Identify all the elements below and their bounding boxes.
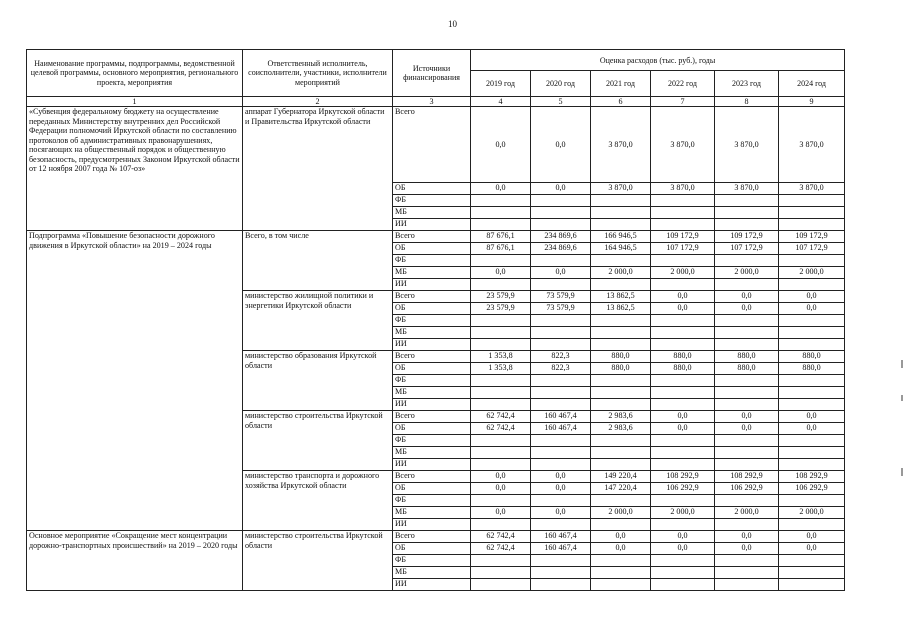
value-cell	[779, 255, 845, 267]
executor-cell: Всего, в том числе	[243, 231, 393, 291]
value-cell: 0,0	[531, 183, 591, 195]
value-cell	[471, 495, 531, 507]
source-cell: ОБ	[393, 363, 471, 375]
value-cell	[591, 315, 651, 327]
value-cell: 13 862,5	[591, 303, 651, 315]
value-cell	[591, 195, 651, 207]
value-cell: 62 742,4	[471, 411, 531, 423]
value-cell: 880,0	[591, 363, 651, 375]
value-cell	[779, 555, 845, 567]
value-cell: 880,0	[651, 351, 715, 363]
value-cell	[651, 279, 715, 291]
source-cell: ФБ	[393, 495, 471, 507]
value-cell: 62 742,4	[471, 543, 531, 555]
value-cell	[591, 567, 651, 579]
value-cell	[531, 375, 591, 387]
value-cell: 0,0	[715, 291, 779, 303]
column-number: 7	[651, 97, 715, 107]
header-executor: Ответственный исполнитель, соисполнители, участники, исполнители мероприятий	[243, 50, 393, 97]
value-cell	[715, 387, 779, 399]
value-cell	[779, 459, 845, 471]
column-numbers-row	[27, 97, 845, 107]
source-cell: Всего	[393, 291, 471, 303]
value-cell	[715, 579, 779, 591]
value-cell	[779, 579, 845, 591]
column-number: 5	[531, 97, 591, 107]
value-cell: 0,0	[779, 291, 845, 303]
value-cell: 108 292,9	[779, 471, 845, 483]
value-cell: 0,0	[651, 411, 715, 423]
value-cell	[779, 447, 845, 459]
value-cell: 109 172,9	[651, 231, 715, 243]
value-cell	[591, 339, 651, 351]
scan-mark	[901, 360, 903, 368]
value-cell	[531, 579, 591, 591]
value-cell: 822,3	[531, 363, 591, 375]
value-cell: 160 467,4	[531, 531, 591, 543]
value-cell	[715, 219, 779, 231]
value-cell	[591, 207, 651, 219]
value-cell	[591, 279, 651, 291]
value-cell	[471, 399, 531, 411]
value-cell	[651, 579, 715, 591]
value-cell: 109 172,9	[715, 231, 779, 243]
value-cell	[591, 435, 651, 447]
source-cell: МБ	[393, 507, 471, 519]
value-cell: 2 000,0	[715, 507, 779, 519]
value-cell	[531, 447, 591, 459]
source-cell: МБ	[393, 447, 471, 459]
value-cell	[779, 207, 845, 219]
value-cell	[531, 207, 591, 219]
column-number: 2	[243, 97, 393, 107]
source-cell: ФБ	[393, 375, 471, 387]
value-cell	[471, 375, 531, 387]
header-year: 2019 год	[471, 71, 531, 97]
block3-name: Основное мероприятие «Сокращение мест концентрации дорожно-транспортных происшествий» на 2019 – 2020 годы	[27, 531, 243, 591]
value-cell: 0,0	[531, 107, 591, 183]
value-cell: 0,0	[471, 507, 531, 519]
value-cell	[471, 459, 531, 471]
value-cell	[591, 375, 651, 387]
value-cell: 2 000,0	[651, 267, 715, 279]
source-cell: Всего	[393, 531, 471, 543]
source-cell: ИИ	[393, 459, 471, 471]
value-cell	[471, 519, 531, 531]
executor-cell: министерство строительства Иркутской области	[243, 411, 393, 471]
value-cell: 149 220,4	[591, 471, 651, 483]
value-cell	[651, 519, 715, 531]
value-cell: 2 000,0	[779, 267, 845, 279]
source-cell: МБ	[393, 327, 471, 339]
value-cell	[591, 459, 651, 471]
value-cell	[651, 447, 715, 459]
value-cell: 0,0	[531, 507, 591, 519]
value-cell	[779, 279, 845, 291]
value-cell: 880,0	[591, 351, 651, 363]
source-cell: ФБ	[393, 195, 471, 207]
value-cell: 87 676,1	[471, 243, 531, 255]
value-cell	[715, 195, 779, 207]
value-cell: 87 676,1	[471, 231, 531, 243]
source-cell: ИИ	[393, 339, 471, 351]
value-cell: 0,0	[779, 303, 845, 315]
value-cell: 13 862,5	[591, 291, 651, 303]
value-cell	[651, 255, 715, 267]
value-cell	[531, 519, 591, 531]
table-row	[27, 231, 845, 243]
value-cell	[531, 459, 591, 471]
value-cell: 62 742,4	[471, 531, 531, 543]
value-cell: 2 000,0	[591, 507, 651, 519]
value-cell	[715, 555, 779, 567]
source-cell: ОБ	[393, 183, 471, 195]
value-cell: 2 983,6	[591, 411, 651, 423]
source-cell: ФБ	[393, 555, 471, 567]
value-cell	[591, 387, 651, 399]
column-number: 9	[779, 97, 845, 107]
source-cell: ОБ	[393, 243, 471, 255]
source-cell: ФБ	[393, 255, 471, 267]
value-cell: 0,0	[471, 471, 531, 483]
value-cell	[471, 279, 531, 291]
value-cell: 3 870,0	[779, 107, 845, 183]
value-cell	[531, 435, 591, 447]
value-cell	[531, 219, 591, 231]
value-cell: 62 742,4	[471, 423, 531, 435]
value-cell	[591, 327, 651, 339]
value-cell: 234 869,6	[531, 243, 591, 255]
value-cell: 2 000,0	[591, 267, 651, 279]
value-cell	[779, 387, 845, 399]
value-cell	[591, 519, 651, 531]
source-cell: Всего	[393, 411, 471, 423]
table-row	[27, 531, 845, 543]
value-cell: 0,0	[471, 267, 531, 279]
value-cell	[779, 435, 845, 447]
source-cell: МБ	[393, 567, 471, 579]
value-cell	[779, 339, 845, 351]
column-number: 1	[27, 97, 243, 107]
value-cell: 234 869,6	[531, 231, 591, 243]
source-cell: ОБ	[393, 483, 471, 495]
value-cell: 0,0	[531, 483, 591, 495]
table-row	[27, 107, 845, 183]
value-cell	[779, 519, 845, 531]
value-cell: 160 467,4	[531, 543, 591, 555]
value-cell	[471, 387, 531, 399]
value-cell: 106 292,9	[651, 483, 715, 495]
value-cell	[531, 387, 591, 399]
value-cell	[651, 207, 715, 219]
value-cell	[651, 315, 715, 327]
value-cell	[471, 555, 531, 567]
value-cell	[651, 399, 715, 411]
scan-mark	[901, 395, 903, 401]
source-cell: Всего	[393, 471, 471, 483]
header-source: Источники финансирования	[393, 50, 471, 97]
value-cell: 166 946,5	[591, 231, 651, 243]
value-cell	[471, 219, 531, 231]
value-cell: 0,0	[715, 303, 779, 315]
value-cell	[471, 255, 531, 267]
value-cell	[651, 459, 715, 471]
header-year: 2023 год	[715, 71, 779, 97]
value-cell	[591, 399, 651, 411]
source-cell: Всего	[393, 231, 471, 243]
value-cell: 147 220,4	[591, 483, 651, 495]
value-cell	[651, 387, 715, 399]
source-cell: ИИ	[393, 219, 471, 231]
value-cell: 0,0	[715, 411, 779, 423]
value-cell: 3 870,0	[715, 183, 779, 195]
value-cell: 3 870,0	[651, 183, 715, 195]
value-cell	[591, 555, 651, 567]
value-cell: 2 000,0	[779, 507, 845, 519]
value-cell	[715, 495, 779, 507]
value-cell: 2 000,0	[715, 267, 779, 279]
value-cell	[531, 567, 591, 579]
value-cell	[715, 567, 779, 579]
value-cell: 108 292,9	[651, 471, 715, 483]
value-cell: 0,0	[779, 531, 845, 543]
column-number: 6	[591, 97, 651, 107]
value-cell	[651, 219, 715, 231]
value-cell: 880,0	[779, 351, 845, 363]
column-number: 3	[393, 97, 471, 107]
value-cell	[651, 567, 715, 579]
source-cell: ОБ	[393, 423, 471, 435]
value-cell: 0,0	[531, 267, 591, 279]
value-cell: 2 000,0	[651, 507, 715, 519]
value-cell: 3 870,0	[715, 107, 779, 183]
value-cell: 3 870,0	[651, 107, 715, 183]
value-cell	[471, 339, 531, 351]
value-cell	[471, 447, 531, 459]
value-cell: 23 579,9	[471, 303, 531, 315]
value-cell	[591, 579, 651, 591]
source-cell: Всего	[393, 107, 471, 183]
value-cell	[651, 375, 715, 387]
value-cell: 0,0	[651, 291, 715, 303]
source-cell: МБ	[393, 387, 471, 399]
value-cell	[591, 255, 651, 267]
value-cell	[779, 195, 845, 207]
value-cell	[779, 399, 845, 411]
value-cell: 23 579,9	[471, 291, 531, 303]
value-cell: 0,0	[779, 411, 845, 423]
value-cell	[471, 579, 531, 591]
source-cell: ИИ	[393, 519, 471, 531]
value-cell	[531, 555, 591, 567]
source-cell: ФБ	[393, 315, 471, 327]
source-cell: Всего	[393, 351, 471, 363]
value-cell	[651, 555, 715, 567]
value-cell: 0,0	[715, 531, 779, 543]
value-cell	[779, 375, 845, 387]
block2-name: Подпрограмма «Повышение безопасности дорожного движения в Иркутской области» на 2019 – 2024 годы	[27, 231, 243, 531]
value-cell	[531, 279, 591, 291]
value-cell	[715, 279, 779, 291]
value-cell	[779, 315, 845, 327]
value-cell	[531, 255, 591, 267]
value-cell: 107 172,9	[779, 243, 845, 255]
value-cell: 0,0	[591, 543, 651, 555]
value-cell: 880,0	[779, 363, 845, 375]
source-cell: ИИ	[393, 579, 471, 591]
value-cell	[531, 327, 591, 339]
source-cell: ФБ	[393, 435, 471, 447]
source-cell: МБ	[393, 267, 471, 279]
value-cell	[651, 195, 715, 207]
header-year: 2024 год	[779, 71, 845, 97]
value-cell	[715, 327, 779, 339]
header-year: 2022 год	[651, 71, 715, 97]
value-cell	[715, 255, 779, 267]
value-cell	[591, 495, 651, 507]
value-cell	[591, 219, 651, 231]
value-cell: 109 172,9	[779, 231, 845, 243]
value-cell: 0,0	[531, 471, 591, 483]
value-cell: 0,0	[715, 423, 779, 435]
executor-cell: министерство жилищной политики и энергетики Иркутской области	[243, 291, 393, 351]
block1-executor: аппарат Губернатора Иркутской области и Правительства Иркутской области	[243, 107, 393, 231]
value-cell	[651, 435, 715, 447]
value-cell: 3 870,0	[591, 183, 651, 195]
header-year: 2021 год	[591, 71, 651, 97]
value-cell: 0,0	[651, 543, 715, 555]
value-cell: 0,0	[471, 483, 531, 495]
page-number: 10	[448, 19, 457, 29]
header-estimate: Оценка расходов (тыс. руб.), годы	[471, 50, 845, 71]
value-cell	[715, 459, 779, 471]
source-cell: ОБ	[393, 543, 471, 555]
value-cell: 822,3	[531, 351, 591, 363]
value-cell	[531, 339, 591, 351]
value-cell	[471, 207, 531, 219]
scan-mark	[901, 468, 903, 476]
value-cell: 108 292,9	[715, 471, 779, 483]
value-cell	[715, 399, 779, 411]
value-cell	[779, 495, 845, 507]
value-cell: 0,0	[715, 543, 779, 555]
value-cell	[715, 447, 779, 459]
block1-name: «Субвенция федеральному бюджету на осуществление переданных Министерству внутренних дел Российской Федерации полномочий Иркутской области по составлению протоколов об административных правонарушениях, посягающих на общественный порядок и общественную безопасность, предусмотренных Законом Иркутской области от 12 ноября 2007 года № 107-оз»	[27, 107, 243, 231]
value-cell	[531, 195, 591, 207]
value-cell: 106 292,9	[779, 483, 845, 495]
value-cell: 0,0	[471, 183, 531, 195]
value-cell	[651, 327, 715, 339]
value-cell: 160 467,4	[531, 411, 591, 423]
value-cell: 73 579,9	[531, 303, 591, 315]
source-cell: ИИ	[393, 279, 471, 291]
value-cell: 880,0	[651, 363, 715, 375]
value-cell: 3 870,0	[779, 183, 845, 195]
column-number: 4	[471, 97, 531, 107]
value-cell: 0,0	[779, 423, 845, 435]
header-year: 2020 год	[531, 71, 591, 97]
value-cell: 0,0	[591, 531, 651, 543]
header-row	[27, 50, 845, 71]
value-cell	[651, 495, 715, 507]
executor-cell: министерство образования Иркутской области	[243, 351, 393, 411]
value-cell	[715, 315, 779, 327]
value-cell	[779, 567, 845, 579]
header-name: Наименование программы, подпрограммы, ведомственной целевой программы, основного мероприятия, регионального проекта, мероприятия	[27, 50, 243, 97]
executor-cell: министерство транспорта и дорожного хозяйства Иркутской области	[243, 471, 393, 531]
value-cell	[715, 207, 779, 219]
source-cell: ИИ	[393, 399, 471, 411]
value-cell: 0,0	[471, 107, 531, 183]
value-cell	[715, 435, 779, 447]
block3-executor: министерство строительства Иркутской области	[243, 531, 393, 591]
value-cell	[531, 495, 591, 507]
source-cell: МБ	[393, 207, 471, 219]
value-cell: 73 579,9	[531, 291, 591, 303]
value-cell: 1 353,8	[471, 351, 531, 363]
value-cell: 0,0	[651, 423, 715, 435]
value-cell	[779, 327, 845, 339]
value-cell	[471, 195, 531, 207]
value-cell: 1 353,8	[471, 363, 531, 375]
source-cell: ОБ	[393, 303, 471, 315]
value-cell	[531, 315, 591, 327]
value-cell	[779, 219, 845, 231]
value-cell	[471, 567, 531, 579]
value-cell	[471, 435, 531, 447]
value-cell: 106 292,9	[715, 483, 779, 495]
value-cell	[651, 339, 715, 351]
value-cell: 160 467,4	[531, 423, 591, 435]
value-cell: 3 870,0	[591, 107, 651, 183]
value-cell	[471, 327, 531, 339]
value-cell	[715, 375, 779, 387]
value-cell	[591, 447, 651, 459]
value-cell	[715, 339, 779, 351]
value-cell: 0,0	[651, 531, 715, 543]
value-cell: 107 172,9	[715, 243, 779, 255]
value-cell: 107 172,9	[651, 243, 715, 255]
value-cell: 164 946,5	[591, 243, 651, 255]
value-cell: 0,0	[651, 303, 715, 315]
value-cell	[531, 399, 591, 411]
column-number: 8	[715, 97, 779, 107]
expenditure-table	[26, 49, 845, 591]
value-cell: 880,0	[715, 351, 779, 363]
value-cell	[471, 315, 531, 327]
value-cell: 880,0	[715, 363, 779, 375]
value-cell: 2 983,6	[591, 423, 651, 435]
value-cell	[715, 519, 779, 531]
value-cell: 0,0	[779, 543, 845, 555]
